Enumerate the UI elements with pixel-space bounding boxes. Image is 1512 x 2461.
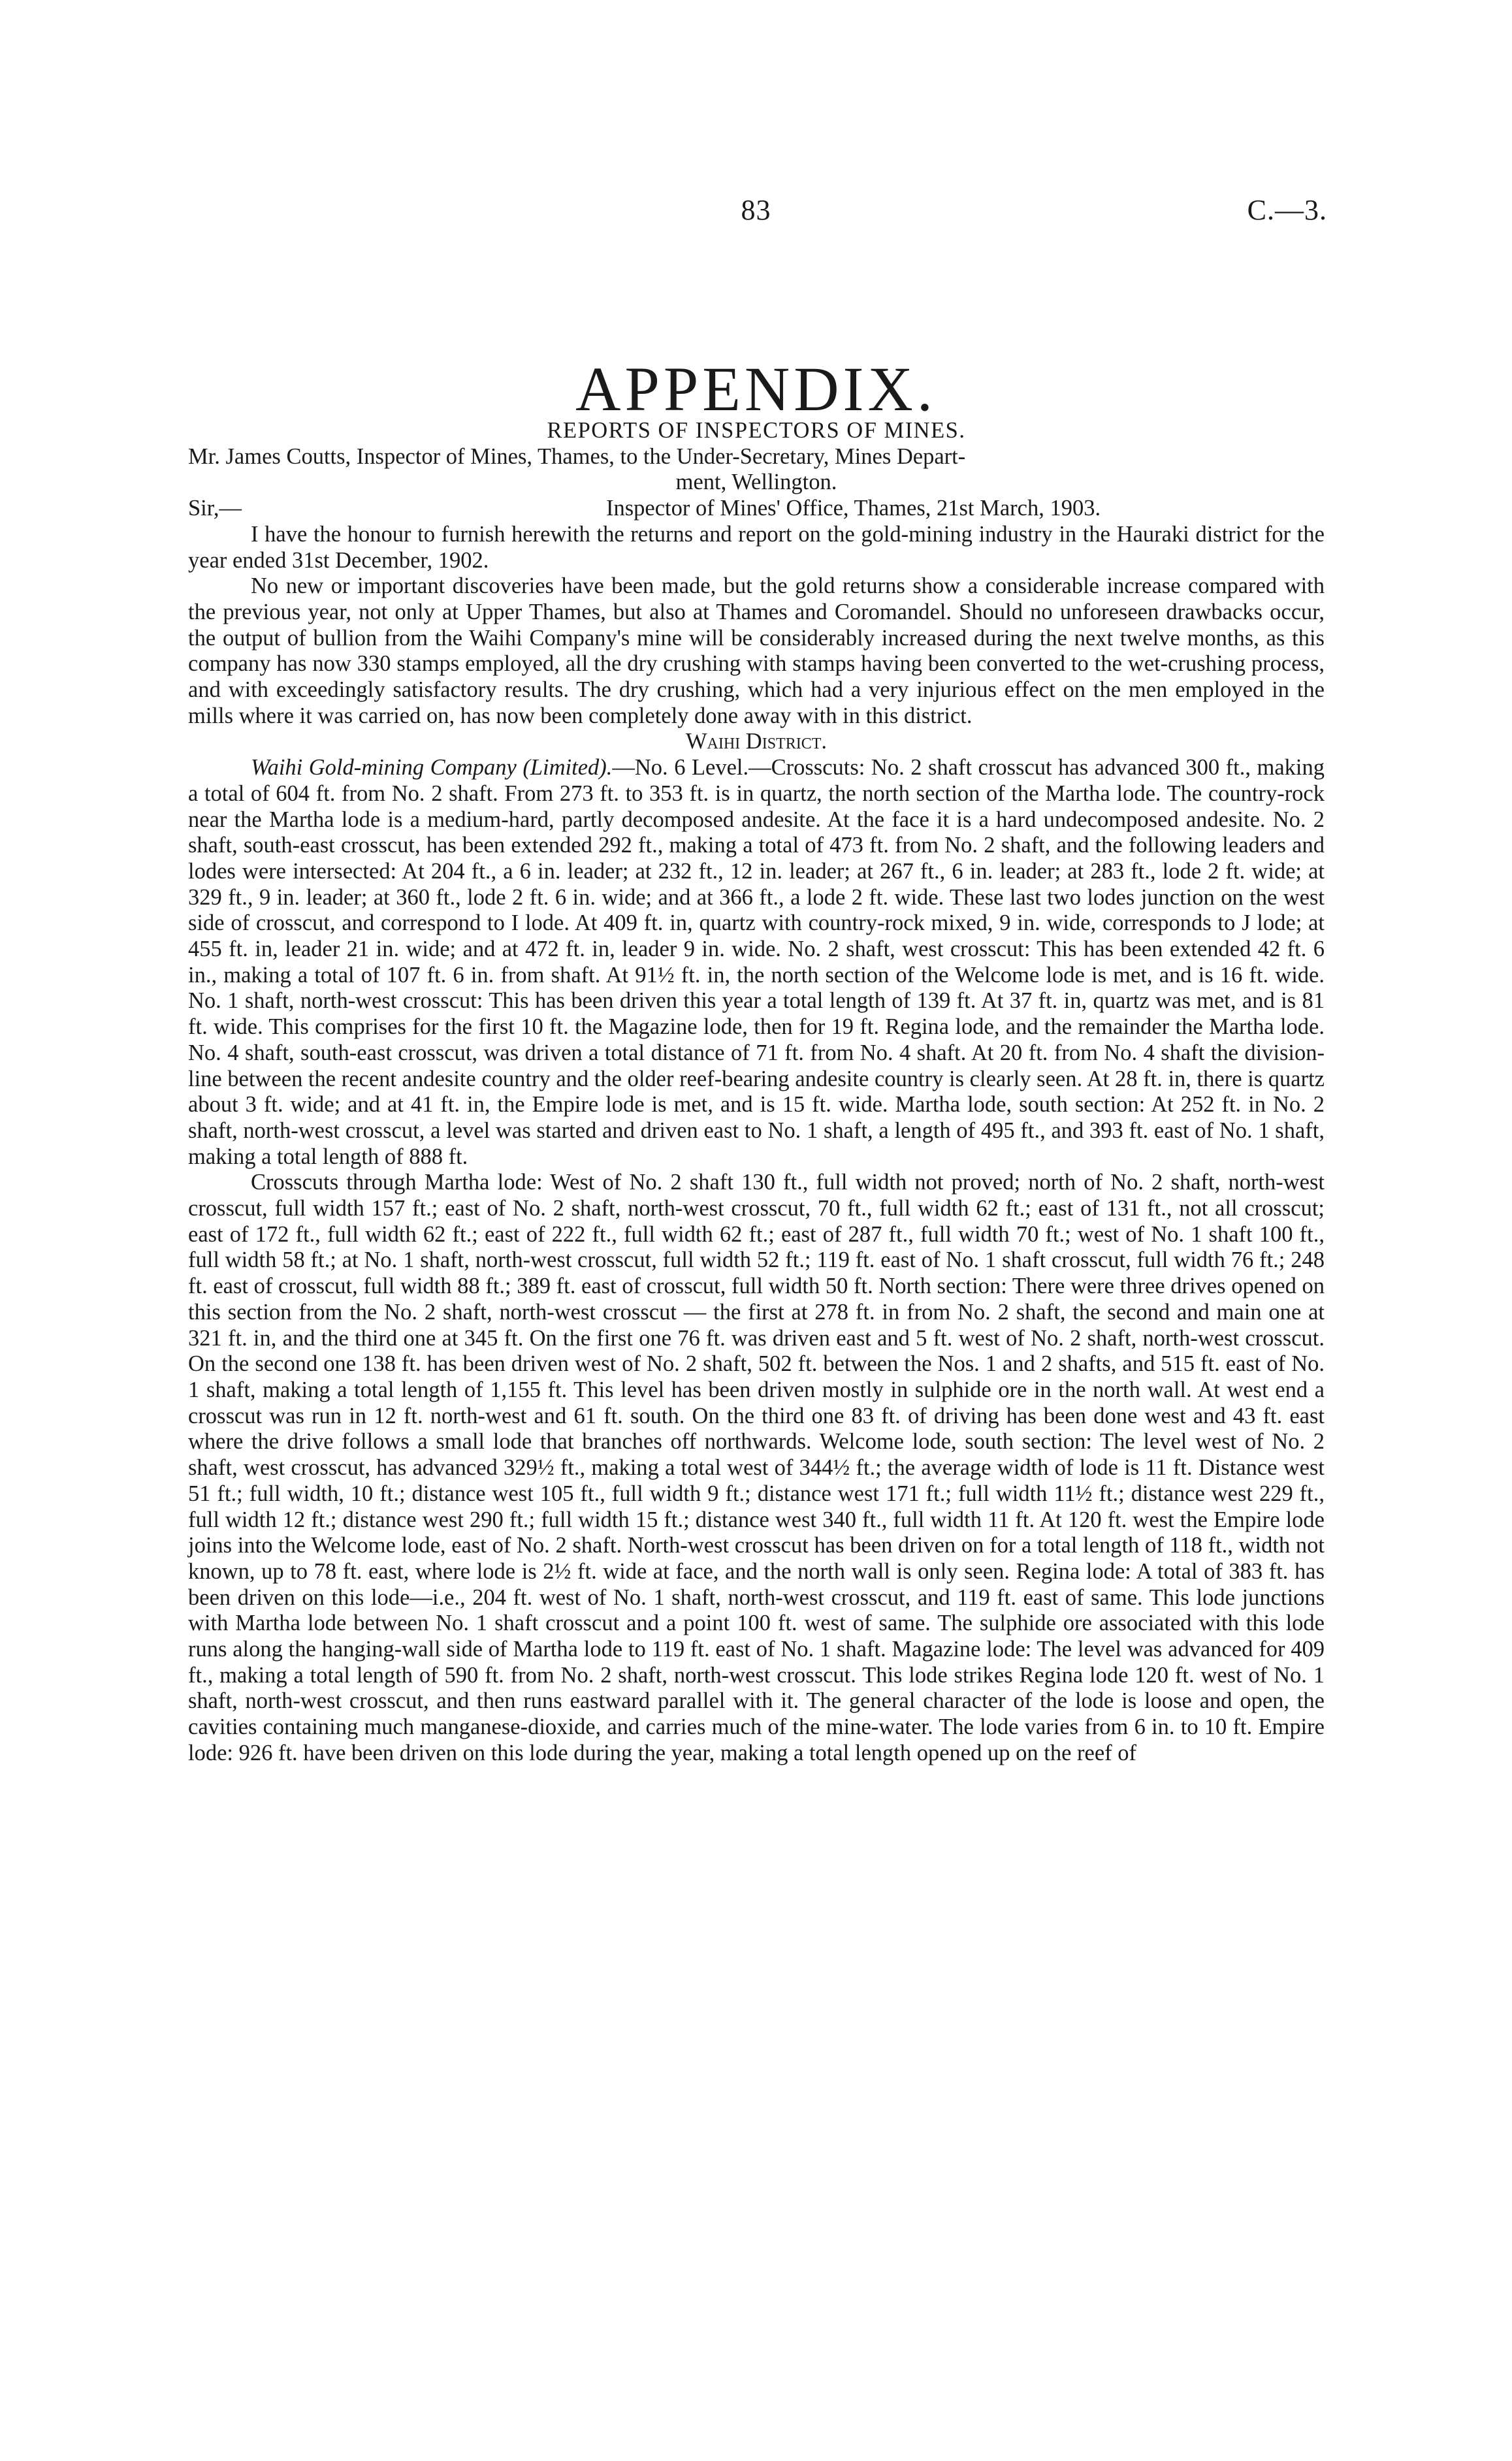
intro-paragraph-1: I have the honour to furnish herewith the returns and report on the gold-mining industry in the Hauraki district for the year ended 31st December, 1902. (188, 521, 1325, 573)
page-title: APPENDIX. (575, 354, 937, 425)
document-reference: C.—3. (1247, 194, 1327, 226)
salutation-row (188, 496, 1325, 522)
section-heading: REPORTS OF INSPECTORS OF MINES. (547, 418, 966, 443)
addressee-line-2: ment, Wellington. (675, 470, 837, 495)
company-name: Waihi Gold-mining Company (Limited). (251, 755, 613, 780)
waihi-paragraph-1-text: —No. 6 Level.—Crosscuts: No. 2 shaft crosscut has advanced 300 ft., making a total of 604 ft. from No. 2 shaft. From 273 ft. to 353 ft. is in quartz, the north section of the Martha lode. The country-rock near the Martha lode is a medium-hard, partly decomposed andesite. At the face it is a hard undecomposed andesite. No. 2 shaft, south-east crosscut, has been extended 292 ft., making a total of 473 ft. from No. 2 shaft, and the following leaders and lodes were intersected: At 204 ft., a 6 in. leader; at 232 ft., 12 in. leader; at 267 ft., 6 in. leader; at 283 ft., lode 2 ft. wide; at 329 ft., 9 in. leader; at 360 ft., lode 2 ft. 6 in. wide; and at 366 ft., a lode 2 ft. wide. These last two lodes junction on the west side of crosscut, and correspond to I lode. At 409 ft. in, quartz with country-rock mixed, 9 in. wide, corresponds to J lode; at 455 ft. in, leader 21 in. wide; and at 472 ft. in, leader 9 in. wide. No. 2 shaft, west crosscut: This has been extended 42 ft. 6 in., making a total of 107 ft. 6 in. from shaft. At 91½ ft. in, the north section of the Welcome lode is met, and is 16 ft. wide. No. 1 shaft, north-west crosscut: This has been driven this year a total length of 139 ft. At 37 ft. in, quartz was met, and is 81 ft. wide. This comprises for the first 10 ft. the Magazine lode, then for 19 ft. Regina lode, and the remainder the Martha lode. No. 4 shaft, south-east crosscut, was driven a total distance of 71 ft. from No. 4 shaft. At 20 ft. from No. 4 shaft the division-line between the recent andesite country and the older reef-bearing andesite country is clearly seen. At 28 ft. in, there is quartz about 3 ft. wide; and at 41 ft. in, the Empire lode is met, and is 15 ft. wide. Martha lode, south section: At 252 ft. in No. 2 shaft, north-west crosscut, a level was started and driven east to No. 1 shaft, a length of 495 ft., and 393 ft. east of No. 1 shaft, making a total length of 888 ft. (188, 755, 1325, 1169)
addressee-line-1: Mr. James Coutts, Inspector of Mines, Thames, to the Under-Secretary, Mines Depart- (188, 443, 966, 469)
intro-paragraph-2: No new or important discoveries have been made, but the gold returns show a considerable increase compared with the previous year, not only at Upper Thames, but also at Thames and Coromandel. Should no unforeseen drawbacks occur, the output of bullion from the Waihi Company's mine will be considerably increased during the next twelve months, as this company has now 330 stamps employed, all the dry crushing with stamps having been converted to the wet-crushing process, and with exceedingly satisfactory results. The dry crushing, which had a very injurious effect on the men employed in the mills where it was carried on, has now been completely done away with in this district. (188, 573, 1325, 728)
waihi-paragraph-2: Crosscuts through Martha lode: West of No. 2 shaft 130 ft., full width not proved; north of No. 2 shaft, north-west crosscut, full width 157 ft.; east of No. 2 shaft, north-west crosscut, 70 ft., full width 62 ft.; east of 131 ft., not all crosscut; east of 172 ft., full width 62 ft.; east of 222 ft., full width 62 ft.; east of 287 ft., full width 70 ft.; west of No. 1 shaft 100 ft., full width 58 ft.; at No. 1 shaft, north-west crosscut, full width 52 ft.; 119 ft. east of No. 1 shaft crosscut, full width 76 ft.; 248 ft. east of crosscut, full width 88 ft.; 389 ft. east of crosscut, full width 50 ft. North section: There were three drives opened on this section from the No. 2 shaft, north-west crosscut — the first at 278 ft. in from No. 2 shaft, the second and main one at 321 ft. in, and the third one at 345 ft. On the first one 76 ft. was driven east and 5 ft. west of No. 2 shaft, north-west crosscut. On the second one 138 ft. has been driven west of No. 2 shaft, 502 ft. between the Nos. 1 and 2 shafts, and 515 ft. east of No. 1 shaft, making a total length of 1,155 ft. This level has been driven mostly in sulphide ore in the north wall. At west end a crosscut was run in 12 ft. north-west and 61 ft. south. On the third one 83 ft. of driving has been done west and 43 ft. east where the drive follows a small lode that branches off northwards. Welcome lode, south section: The level west of No. 2 shaft, west crosscut, has advanced 329½ ft., making a total west of 344½ ft.; the average width of lode is 11 ft. Distance west 51 ft.; full width, 10 ft.; distance west 105 ft., full width 9 ft.; distance west 171 ft.; full width 11½ ft.; distance west 229 ft., full width 12 ft.; distance west 290 ft.; full width 15 ft.; distance west 340 ft., full width 11 ft. At 120 ft. west the Empire lode joins into the Welcome lode, east of No. 2 shaft. North-west crosscut has been driven on for a total length of 118 ft., width not known, up to 78 ft. east, where lode is 2½ ft. wide at face, and the north wall is only seen. Regina lode: A total of 383 ft. has been driven on this lode—i.e., 204 ft. west of No. 1 shaft, north-west crosscut, and 119 ft. east of same. This lode junctions with Martha lode between No. 1 shaft crosscut and a point 100 ft. west of same. The sulphide ore associated with this lode runs along the hanging-wall side of Martha lode to 119 ft. east of No. 1 shaft. Magazine lode: The level was advanced for 409 ft., making a total length of 590 ft. from No. 2 shaft, north-west crosscut. This lode strikes Regina lode 120 ft. west of No. 1 shaft, north-west crosscut, and then runs eastward parallel with it. The general character of the lode is loose and open, the cavities containing much manganese-dioxide, and carries much of the mine-water. The lode varies from 6 in. to 10 ft. Empire lode: 926 ft. have been driven on this lode during the year, making a total length opened up on the reef of (188, 1170, 1325, 1765)
body-text (188, 418, 1325, 1767)
waihi-paragraph-1 (188, 755, 1325, 1170)
district-heading: Waihi District. (685, 729, 828, 754)
page-number: 83 (741, 194, 771, 226)
salutation: Sir,— (188, 496, 242, 521)
dateline: Inspector of Mines' Office, Thames, 21st March, 1903. (606, 496, 1101, 521)
